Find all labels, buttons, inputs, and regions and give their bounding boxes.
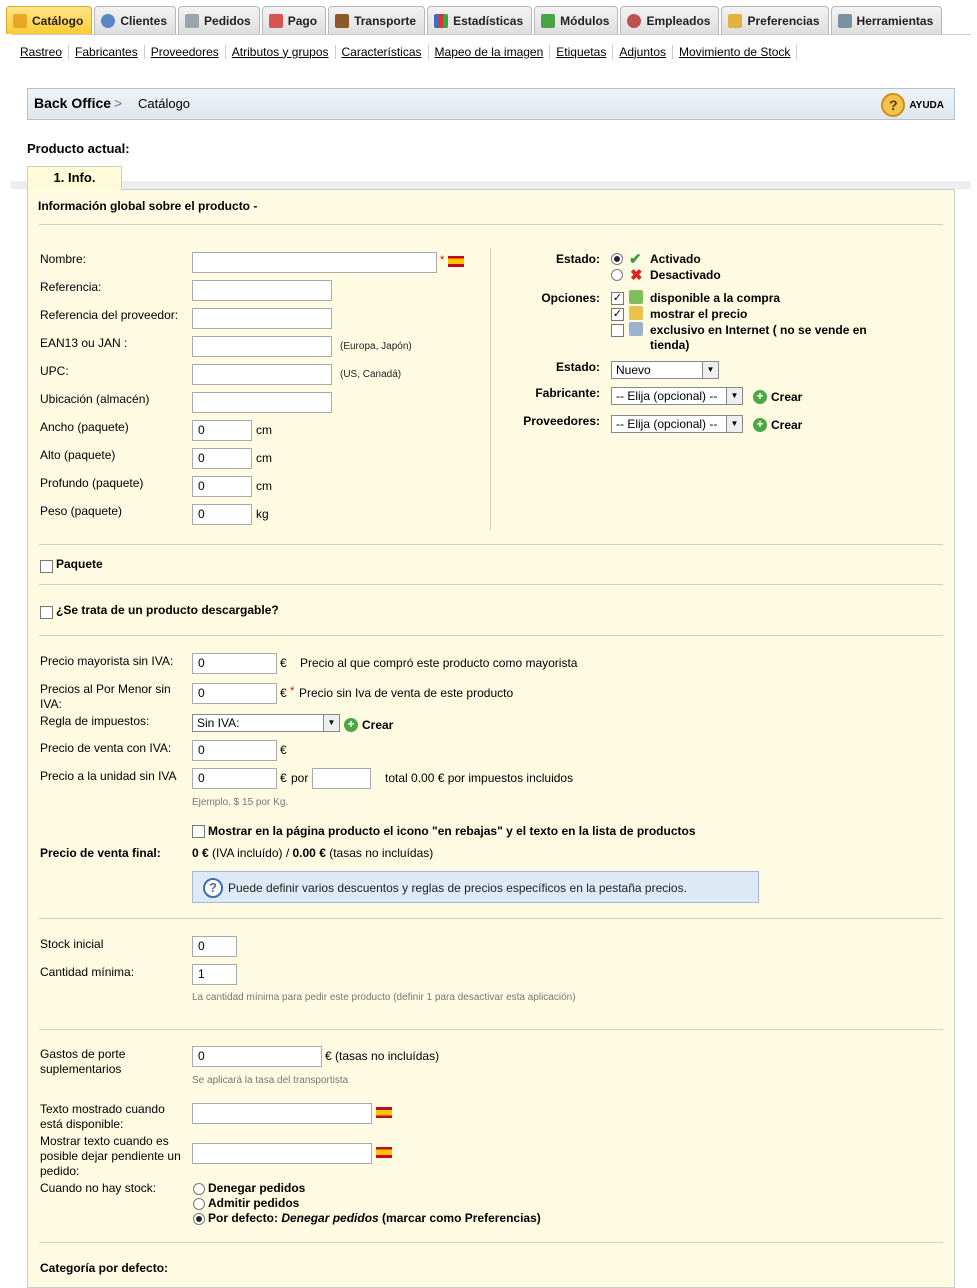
admitir-pedidos-label: Admitir pedidos <box>208 1196 300 1210</box>
add-icon: + <box>753 390 767 404</box>
en-rebajas-label: Mostrar en la página producto el icono "en rebajas" y el texto en la lista de productos <box>208 824 696 838</box>
divider <box>39 1242 943 1243</box>
precio-mayorista-label: Precio mayorista sin IVA: <box>40 654 174 668</box>
total-note: total 0.00 € por impuestos incluidos <box>385 771 574 785</box>
subnav-mapeo-imagen[interactable]: Mapeo de la imagen <box>429 45 551 59</box>
upc-note: (US, Canadá) <box>340 369 402 380</box>
tab-strip-line <box>11 181 971 189</box>
divider <box>39 584 943 585</box>
prefs-icon <box>728 14 742 28</box>
descuentos-info-box <box>192 871 759 903</box>
mostrar-precio-checkbox[interactable]: ✓ <box>612 308 623 320</box>
chevron-down-icon: ▼ <box>726 416 742 432</box>
precio-final-value <box>192 846 433 860</box>
section-title: Información global sobre el producto - <box>38 199 258 213</box>
regla-impuestos-select[interactable] <box>192 714 340 732</box>
nombre-label: Nombre: <box>40 252 87 266</box>
en-rebajas-checkbox[interactable] <box>192 825 205 838</box>
puzzle-icon <box>541 14 555 28</box>
store-icon <box>629 322 643 336</box>
texto-pendiente-input[interactable] <box>192 1143 372 1164</box>
peso-input[interactable]: 0 <box>192 504 252 525</box>
ref-proveedor-label: Referencia del proveedor: <box>40 308 179 322</box>
exclusivo-internet-label-2: tienda) <box>650 338 690 352</box>
descuentos-info-text: Puede definir varios descuentos y reglas de precios específicos en la pestaña precios. <box>228 881 687 895</box>
peso-label: Peso (paquete) <box>40 504 123 518</box>
proveedores-value: -- Elija (opcional) -- <box>616 417 718 431</box>
ubicacion-input[interactable] <box>192 392 332 413</box>
truck-icon <box>335 14 349 28</box>
paquete-checkbox[interactable] <box>40 560 53 573</box>
por-label: por <box>291 771 309 785</box>
precio-final-tasas-note: (tasas no incluídas) <box>325 846 434 860</box>
referencia-input[interactable] <box>192 280 332 301</box>
chevron-down-icon: ▼ <box>726 388 742 404</box>
disponible-compra-checkbox[interactable]: ✓ <box>612 292 623 304</box>
download-icon <box>629 290 643 304</box>
subnav-etiquetas[interactable]: Etiquetas <box>550 45 613 59</box>
help-label: AYUDA <box>909 99 944 111</box>
tab-label: Transporte <box>354 13 417 28</box>
chart-icon <box>434 14 448 28</box>
ean13-input[interactable] <box>192 336 332 357</box>
texto-pendiente-label-2: posible dejar pendiente un <box>40 1149 181 1163</box>
profundo-input[interactable]: 0 <box>192 476 252 497</box>
tab-label: Herramientas <box>856 13 934 28</box>
precio-menor-label-2: IVA: <box>40 697 62 711</box>
euro-symbol: € <box>280 743 287 757</box>
precio-unidad-input[interactable]: 0 <box>192 768 277 789</box>
sin-stock-label: Cuando no hay stock: <box>40 1181 157 1195</box>
ancho-unit: cm <box>256 423 272 437</box>
breadcrumb-root[interactable]: Back Office <box>34 95 112 111</box>
tab-label: Catálogo <box>32 13 84 28</box>
descargable-label: ¿Se trata de un producto descargable? <box>56 603 279 617</box>
desactivado-radio[interactable] <box>611 269 623 281</box>
chevron-down-icon: ▼ <box>702 362 718 378</box>
regla-impuestos-value: Sin IVA: <box>197 716 240 730</box>
texto-disponible-label-2: está disponible: <box>40 1117 124 1131</box>
texto-pendiente-label: Mostrar texto cuando es <box>40 1134 169 1148</box>
subnav-movimiento-stock[interactable]: Movimiento de Stock <box>673 45 797 59</box>
alto-label: Alto (paquete) <box>40 448 116 462</box>
denegar-pedidos-label: Denegar pedidos <box>208 1181 306 1195</box>
gastos-porte-label-2: suplementarios <box>40 1062 122 1076</box>
column-divider <box>490 248 491 530</box>
sub-navigation <box>12 34 971 68</box>
subnav-adjuntos[interactable]: Adjuntos <box>613 45 673 59</box>
cart-icon <box>185 14 199 28</box>
precio-mayorista-note: Precio al que compró este producto como mayorista <box>300 656 578 670</box>
cross-icon: ✖ <box>630 267 643 284</box>
tab-label: Preferencias <box>747 13 820 28</box>
employee-icon <box>627 14 641 28</box>
ref-proveedor-input[interactable] <box>192 308 332 329</box>
crear-proveedor-button[interactable]: Crear <box>771 418 803 432</box>
exclusivo-internet-checkbox[interactable] <box>611 324 624 337</box>
condicion-value: Nuevo <box>616 363 651 377</box>
referencia-label: Referencia: <box>40 280 102 294</box>
tab-clientes[interactable] <box>94 6 176 34</box>
texto-disponible-label: Texto mostrado cuando <box>40 1102 165 1116</box>
precio-final-label: Precio de venta final: <box>40 846 161 860</box>
texto-disponible-input[interactable] <box>192 1103 372 1124</box>
precio-venta-iva-label: Precio de venta con IVA: <box>40 741 172 755</box>
cantidad-minima-label: Cantidad mínima: <box>40 965 135 979</box>
por-defecto-label <box>208 1211 541 1225</box>
gastos-porte-label: Gastos de porte <box>40 1047 126 1061</box>
euro-symbol: € <box>280 771 287 785</box>
divider <box>39 635 943 636</box>
cantidad-minima-note: La cantidad mínima para pedir este producto (definir 1 para desactivar esta aplicación) <box>192 992 576 1003</box>
tab-label: Pago <box>287 13 318 28</box>
fabricante-select[interactable] <box>611 387 743 405</box>
tab-catalogo[interactable] <box>6 6 92 34</box>
divider <box>39 918 943 919</box>
alto-unit: cm <box>256 451 272 465</box>
current-product-label: Producto actual: <box>27 141 130 156</box>
euro-symbol: € <box>280 686 287 700</box>
profundo-unit: cm <box>256 479 272 493</box>
help-button[interactable] <box>881 93 944 117</box>
ancho-label: Ancho (paquete) <box>40 420 129 434</box>
tab-label: Empleados <box>646 13 711 28</box>
descargable-checkbox[interactable] <box>40 606 53 619</box>
divider <box>39 224 943 225</box>
crear-regla-button[interactable]: Crear <box>362 718 394 732</box>
opciones-label: Opciones: <box>541 291 600 305</box>
desactivado-label: Desactivado <box>650 268 721 282</box>
precio-unidad-label: Precio a la unidad sin IVA <box>40 769 177 783</box>
mostrar-precio-label: mostrar el precio <box>650 307 748 321</box>
precio-menor-note: Precio sin Iva de venta de este producto <box>299 686 514 700</box>
fabricante-label: Fabricante: <box>535 386 600 400</box>
check-icon: ✔ <box>629 251 642 268</box>
nombre-input[interactable] <box>192 252 437 273</box>
chevron-right-icon: > <box>114 95 123 111</box>
disponible-compra-label: disponible a la compra <box>650 291 781 305</box>
tab-label: Pedidos <box>204 13 251 28</box>
precio-venta-iva-input[interactable]: 0 <box>192 740 277 761</box>
activado-label: Activado <box>650 252 701 266</box>
breadcrumb-current: Catálogo <box>138 96 191 111</box>
divider <box>39 544 943 545</box>
stock-inicial-input[interactable]: 0 <box>192 936 237 957</box>
breadcrumb <box>27 88 955 120</box>
condicion-label: Estado: <box>555 360 600 374</box>
ean13-note: (Europa, Japón) <box>340 341 412 352</box>
upc-input[interactable] <box>192 364 332 385</box>
precio-mayorista-input[interactable]: 0 <box>192 653 277 674</box>
tab-empleados[interactable] <box>620 6 719 34</box>
crear-fabricante-button[interactable]: Crear <box>771 390 803 404</box>
ejemplo-note: Ejemplo. $ 15 por Kg. <box>192 797 289 808</box>
tab-modulos[interactable] <box>534 6 618 34</box>
tab-label: Módulos <box>560 13 610 28</box>
tab-pago[interactable] <box>262 6 326 34</box>
gastos-porte-grey: Se aplicará la tasa del transportista <box>192 1075 349 1086</box>
subnav-caracteristicas[interactable]: Características <box>336 45 429 59</box>
question-icon: ? <box>203 878 223 898</box>
euro-symbol: € <box>280 656 287 670</box>
subnav-atributos[interactable]: Atributos y grupos <box>226 45 336 59</box>
add-icon: + <box>753 418 767 432</box>
ean13-label: EAN13 ou JAN : <box>40 336 128 350</box>
activado-radio[interactable] <box>611 253 623 265</box>
categoria-defecto-label: Categoría por defecto: <box>40 1261 169 1275</box>
coins-icon <box>629 306 643 320</box>
ubicacion-label: Ubicación (almacén) <box>40 392 150 406</box>
tab-label: Clientes <box>120 13 168 28</box>
main-tabs <box>6 6 944 34</box>
tab-pedidos[interactable] <box>178 6 260 34</box>
add-icon: + <box>344 718 358 732</box>
por-defecto-radio[interactable] <box>193 1213 205 1225</box>
precio-final-iva: 0 € <box>192 846 209 860</box>
tab-herramientas[interactable] <box>831 6 943 34</box>
card-icon <box>269 14 283 28</box>
subnav-rastreo[interactable]: Rastreo <box>14 45 69 59</box>
peso-unit: kg <box>256 507 269 521</box>
cantidad-minima-input[interactable]: 1 <box>192 964 237 985</box>
por-defecto-prefix: Por defecto: <box>208 1211 282 1225</box>
por-defecto-suffix: (marcar como Preferencias) <box>378 1211 541 1225</box>
precio-menor-label: Precios al Por Menor sin <box>40 682 171 696</box>
product-form-panel <box>27 189 955 1288</box>
stock-inicial-label: Stock inicial <box>40 937 104 951</box>
texto-pendiente-label-3: pedido: <box>40 1164 80 1178</box>
subnav-proveedores[interactable]: Proveedores <box>145 45 226 59</box>
proveedores-label: Proveedores: <box>523 414 600 428</box>
subnav-fabricantes[interactable]: Fabricantes <box>69 45 145 59</box>
proveedores-select[interactable] <box>611 415 743 433</box>
admitir-pedidos-radio[interactable] <box>193 1198 205 1210</box>
tab-estadisticas[interactable] <box>427 6 532 34</box>
flag-es-icon[interactable] <box>376 1107 392 1118</box>
denegar-pedidos-radio[interactable] <box>193 1183 205 1195</box>
folder-icon <box>13 14 27 28</box>
flag-es-icon[interactable] <box>448 256 464 267</box>
chevron-down-icon: ▼ <box>323 715 339 731</box>
fabricante-value: -- Elija (opcional) -- <box>616 389 718 403</box>
tab-transporte[interactable] <box>328 6 425 34</box>
upc-label: UPC: <box>40 364 69 378</box>
divider <box>39 1029 943 1030</box>
por-defecto-value: Denegar pedidos <box>281 1211 379 1225</box>
tab-preferencias[interactable] <box>721 6 828 34</box>
condicion-select[interactable] <box>611 361 719 379</box>
paquete-label: Paquete <box>56 557 103 571</box>
required-marker: * <box>440 254 445 266</box>
profundo-label: Profundo (paquete) <box>40 476 144 490</box>
precio-final-iva-note: (IVA incluído) / <box>208 846 293 860</box>
flag-es-icon[interactable] <box>376 1147 392 1158</box>
unidad-input[interactable] <box>312 768 371 789</box>
regla-impuestos-label: Regla de impuestos: <box>40 714 150 728</box>
gastos-porte-input[interactable]: 0 <box>192 1046 322 1067</box>
precio-final-sin-tasas: 0.00 € <box>292 846 326 860</box>
exclusivo-internet-label: exclusivo en Internet ( no se vende en <box>650 323 867 337</box>
tab-label: Estadísticas <box>453 13 524 28</box>
gastos-porte-note: € (tasas no incluídas) <box>325 1049 440 1063</box>
ancho-input[interactable]: 0 <box>192 420 252 441</box>
tab-info[interactable]: 1. Info. <box>27 166 122 190</box>
estado-label: Estado: <box>555 252 600 266</box>
alto-input[interactable]: 0 <box>192 448 252 469</box>
precio-menor-input[interactable]: 0 <box>192 683 277 704</box>
required-marker: * <box>290 685 295 697</box>
user-icon <box>101 14 115 28</box>
help-icon: ? <box>881 93 905 117</box>
wrench-icon <box>838 14 852 28</box>
